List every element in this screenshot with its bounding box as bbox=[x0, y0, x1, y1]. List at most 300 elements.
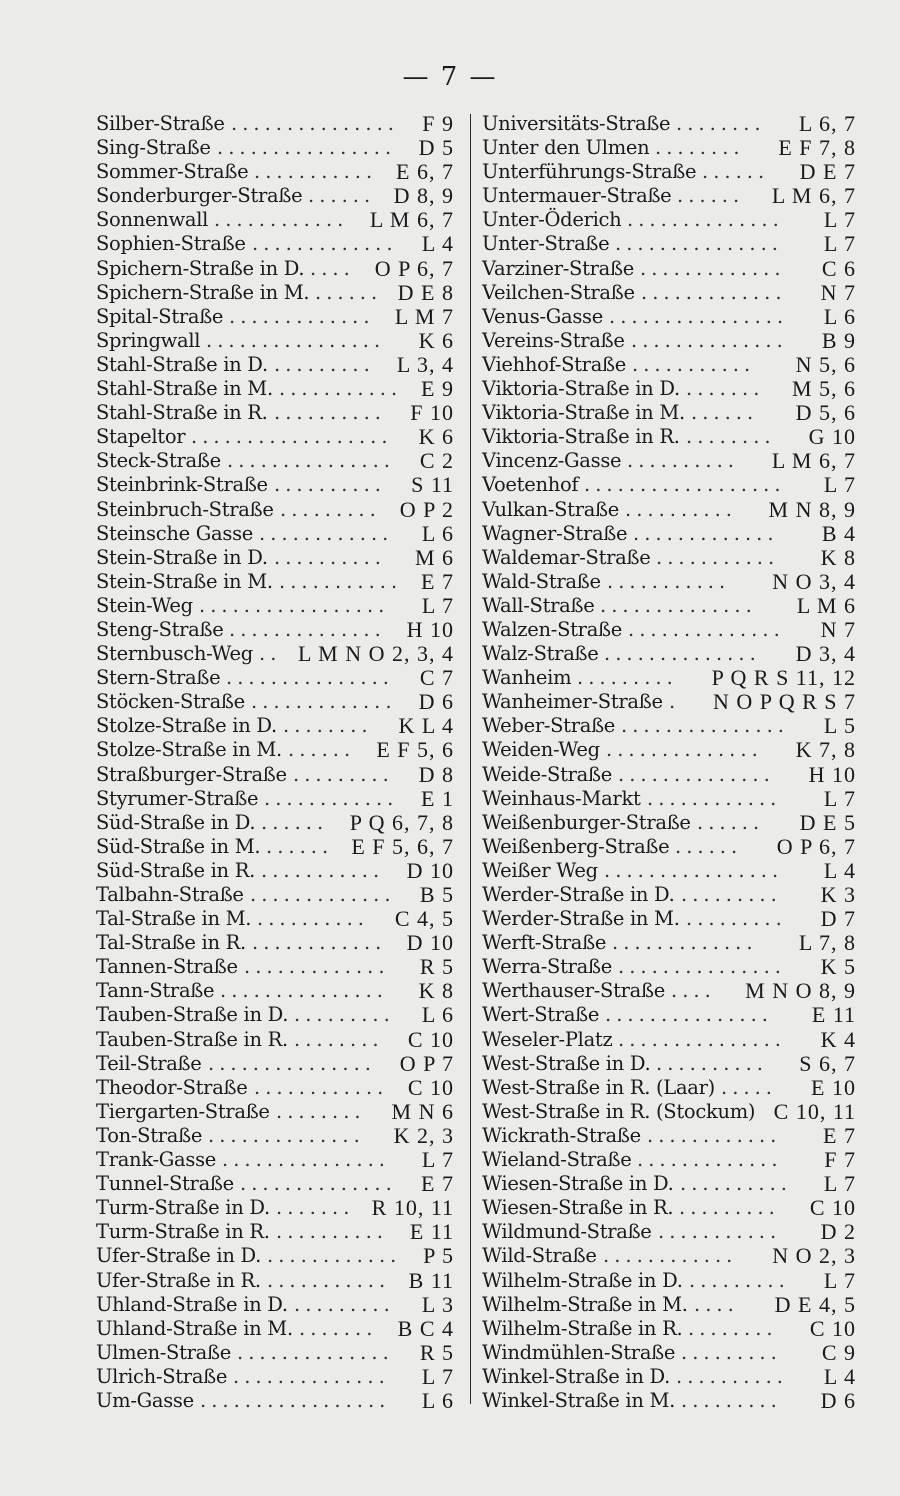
leader-dots: .... bbox=[671, 979, 716, 1003]
grid-reference: L 7, 8 bbox=[798, 930, 856, 956]
grid-reference: M N O 8, 9 bbox=[745, 978, 856, 1004]
street-name: Unter-Straße bbox=[482, 232, 610, 256]
street-name: Wanheim bbox=[482, 666, 572, 690]
index-entry bbox=[482, 448, 856, 474]
leader-dots: ........ bbox=[276, 1099, 366, 1123]
leader-dots: ........... bbox=[658, 1220, 782, 1244]
grid-reference: L 7 bbox=[823, 472, 856, 498]
street-name: Weinhaus-Markt bbox=[482, 786, 641, 810]
index-entry bbox=[482, 1026, 856, 1052]
index-entry bbox=[96, 1076, 458, 1100]
leader-dots: .................. bbox=[191, 425, 393, 449]
street-name: Weißenberg-Straße bbox=[482, 834, 670, 858]
street-name: Viktoria-Straße in M. bbox=[482, 401, 685, 425]
street-name: Wiesen-Straße in R. bbox=[482, 1196, 674, 1220]
index-entry bbox=[96, 811, 458, 835]
grid-reference: B 5 bbox=[419, 882, 454, 907]
leader-dots: ...... bbox=[675, 834, 743, 858]
street-name: Viktoria-Straße in R. bbox=[482, 425, 680, 449]
index-entry bbox=[482, 833, 856, 859]
leader-dots: ................ bbox=[604, 858, 784, 882]
leader-dots: ........... bbox=[267, 1268, 391, 1292]
grid-reference: G 10 bbox=[808, 424, 856, 450]
street-name: Wilhelm-Straße in D. bbox=[482, 1268, 683, 1292]
leader-dots: .. bbox=[259, 642, 282, 666]
street-name: Stöcken-Straße bbox=[96, 690, 245, 714]
street-name: Winkel-Straße in M. bbox=[482, 1388, 676, 1412]
leader-dots: ........ bbox=[688, 1316, 778, 1340]
street-index-left-column bbox=[96, 112, 458, 1413]
leader-dots: ......... bbox=[689, 1268, 790, 1292]
index-entry bbox=[96, 281, 458, 305]
leader-dots: .......... bbox=[627, 449, 739, 473]
index-entry bbox=[96, 618, 458, 642]
index-entry bbox=[96, 979, 458, 1003]
grid-reference: D E 8 bbox=[397, 279, 454, 305]
street-name: Unter-Öderich bbox=[482, 208, 622, 232]
grid-reference: O P 2 bbox=[399, 496, 454, 522]
leader-dots: ................ bbox=[206, 328, 386, 352]
grid-reference: F 7 bbox=[824, 1147, 856, 1173]
grid-reference: K 2, 3 bbox=[393, 1122, 454, 1148]
grid-reference: D 2 bbox=[820, 1219, 856, 1245]
street-name: Waldemar-Straße bbox=[482, 545, 651, 569]
leader-dots: ............. bbox=[633, 521, 779, 545]
index-entry bbox=[482, 1339, 856, 1365]
leader-dots: .......... bbox=[257, 907, 369, 931]
grid-reference: H 10 bbox=[808, 761, 856, 787]
grid-reference: O P 6, 7 bbox=[374, 255, 454, 281]
street-name: Weide-Straße bbox=[482, 762, 612, 786]
grid-reference: L M 6, 7 bbox=[771, 448, 856, 474]
index-entry bbox=[482, 183, 856, 209]
grid-reference: E 10 bbox=[811, 1074, 856, 1100]
street-name: Wert-Straße bbox=[482, 1003, 600, 1027]
index-entry bbox=[482, 135, 856, 161]
index-entry bbox=[96, 498, 458, 522]
grid-reference: C 6 bbox=[821, 255, 856, 281]
index-entry bbox=[96, 473, 458, 497]
leader-dots: ................ bbox=[609, 304, 789, 328]
index-entry bbox=[482, 737, 856, 763]
leader-dots: .......... bbox=[680, 1172, 792, 1196]
index-entry bbox=[482, 568, 856, 594]
index-entry bbox=[482, 616, 856, 642]
street-name: Sing-Straße bbox=[96, 136, 211, 160]
street-name: Wilhelm-Straße in M. bbox=[482, 1292, 688, 1316]
index-entry bbox=[482, 857, 856, 883]
grid-reference: K 6 bbox=[418, 327, 454, 353]
index-entry bbox=[96, 1028, 458, 1052]
index-entry bbox=[482, 1243, 856, 1269]
street-name: Sternbusch-Weg bbox=[96, 642, 253, 666]
leader-dots: ............... bbox=[227, 449, 395, 473]
street-name: Weiden-Weg bbox=[482, 738, 600, 762]
street-name: Süd-Straße in R. bbox=[96, 858, 255, 882]
grid-reference: B 9 bbox=[821, 327, 856, 353]
leader-dots: .............. bbox=[237, 1340, 394, 1364]
grid-reference: P Q R S 11, 12 bbox=[711, 665, 856, 691]
leader-dots: ............... bbox=[615, 232, 783, 256]
street-name: Tunnel-Straße bbox=[96, 1172, 234, 1196]
street-name: Tannen-Straße bbox=[96, 955, 238, 979]
grid-reference: K 3 bbox=[820, 882, 856, 907]
grid-reference: O P 7 bbox=[399, 1050, 454, 1076]
index-entry bbox=[482, 231, 856, 257]
grid-reference: E F 7, 8 bbox=[778, 135, 856, 161]
leader-dots: . bbox=[669, 690, 681, 714]
grid-reference: L 6 bbox=[823, 303, 856, 329]
grid-reference: E 11 bbox=[811, 1002, 856, 1028]
index-entry bbox=[96, 377, 458, 401]
leader-dots: .............. bbox=[604, 642, 761, 666]
leader-dots: ............... bbox=[231, 112, 399, 135]
leader-dots: ......... bbox=[681, 1388, 782, 1412]
index-entry bbox=[482, 1219, 856, 1245]
grid-reference: E 1 bbox=[421, 785, 454, 811]
street-name: Trank-Gasse bbox=[96, 1148, 217, 1172]
index-entry bbox=[482, 1171, 856, 1197]
leader-dots: ............... bbox=[220, 979, 388, 1003]
street-name: Tiergarten-Straße bbox=[96, 1099, 270, 1123]
street-name: Walzen-Straße bbox=[482, 617, 622, 641]
leader-dots: ........... bbox=[279, 569, 403, 593]
index-entry bbox=[96, 1196, 458, 1220]
street-name: Weber-Straße bbox=[482, 714, 616, 738]
leader-dots: ....... bbox=[686, 377, 765, 401]
index-entry bbox=[96, 1124, 458, 1148]
index-entry bbox=[96, 1365, 458, 1389]
grid-reference: L 3, 4 bbox=[396, 351, 454, 377]
street-name: Stern-Straße bbox=[96, 666, 221, 690]
street-name: Uhland-Straße in M. bbox=[96, 1316, 293, 1340]
grid-reference: N O P Q R S 7 bbox=[713, 689, 856, 715]
index-entry bbox=[482, 424, 856, 450]
grid-reference: N 7 bbox=[820, 616, 856, 642]
index-entry bbox=[96, 738, 458, 762]
street-name: Teil-Straße bbox=[96, 1051, 202, 1075]
index-entry bbox=[482, 641, 856, 667]
grid-reference: L M 6, 7 bbox=[771, 183, 856, 209]
grid-reference: L 3 bbox=[421, 1291, 454, 1317]
grid-reference: N O 2, 3 bbox=[772, 1243, 856, 1269]
leader-dots: .............. bbox=[631, 328, 788, 352]
leader-dots: ............. bbox=[229, 304, 375, 328]
index-entry bbox=[482, 785, 856, 811]
leader-dots: ...... bbox=[702, 160, 770, 184]
street-name: Talbahn-Straße bbox=[96, 883, 244, 906]
index-entry bbox=[482, 1050, 856, 1076]
street-name: Süd-Straße in M. bbox=[96, 834, 261, 858]
grid-reference: L 6 bbox=[421, 520, 454, 546]
leader-dots: .......... bbox=[276, 1220, 388, 1244]
street-name: Vulkan-Straße bbox=[482, 497, 620, 521]
index-entry bbox=[96, 112, 458, 136]
index-entry bbox=[482, 1098, 856, 1124]
index-entry bbox=[482, 544, 856, 570]
grid-reference: N 7 bbox=[820, 279, 856, 305]
index-entry bbox=[482, 761, 856, 787]
grid-reference: B C 4 bbox=[397, 1315, 454, 1341]
grid-reference: L M 6 bbox=[796, 592, 856, 618]
leader-dots: .............. bbox=[240, 1172, 397, 1196]
grid-reference: D 3, 4 bbox=[795, 641, 856, 667]
index-entry bbox=[96, 160, 458, 184]
grid-reference: N 5, 6 bbox=[795, 351, 856, 377]
grid-reference: C 10 bbox=[809, 1315, 856, 1341]
index-entry bbox=[96, 955, 458, 979]
index-entry bbox=[482, 279, 856, 305]
street-name: Werft-Straße bbox=[482, 931, 607, 955]
street-name: Stolze-Straße in M. bbox=[96, 738, 282, 762]
grid-reference: D 8 bbox=[418, 761, 454, 787]
grid-reference: P Q 6, 7, 8 bbox=[349, 809, 454, 835]
index-entry bbox=[96, 1003, 458, 1027]
grid-reference: D 8, 9 bbox=[393, 183, 454, 209]
leader-dots: ........... bbox=[607, 569, 731, 593]
street-name: Steinsche Gasse bbox=[96, 521, 254, 545]
index-entry bbox=[96, 1389, 458, 1413]
index-entry bbox=[482, 1147, 856, 1173]
leader-dots: ............... bbox=[618, 955, 786, 979]
index-entry bbox=[96, 570, 458, 594]
grid-reference: R 5 bbox=[419, 1339, 454, 1365]
grid-reference: S 11 bbox=[411, 472, 454, 498]
leader-dots: ............ bbox=[259, 521, 394, 545]
grid-reference: R 5 bbox=[419, 954, 454, 980]
index-entry bbox=[96, 1100, 458, 1124]
street-name: Weseler-Platz bbox=[482, 1027, 613, 1051]
grid-reference: L M N O 2, 3, 4 bbox=[298, 641, 454, 667]
street-name: Wagner-Straße bbox=[482, 521, 628, 545]
street-name: Universitäts-Straße bbox=[482, 112, 671, 135]
index-entry bbox=[96, 714, 458, 738]
leader-dots: ......... bbox=[686, 907, 787, 931]
grid-reference: K L 4 bbox=[398, 713, 454, 739]
column-divider bbox=[470, 114, 471, 1404]
leader-dots: ....... bbox=[299, 1316, 378, 1340]
street-name: Vereins-Straße bbox=[482, 328, 625, 352]
index-entry bbox=[96, 787, 458, 811]
index-entry bbox=[482, 809, 856, 835]
street-name: Venus-Gasse bbox=[482, 304, 604, 328]
grid-reference: C 10 bbox=[809, 1195, 856, 1221]
index-entry bbox=[96, 1341, 458, 1365]
leader-dots: ........ bbox=[655, 136, 745, 160]
grid-reference: S 6, 7 bbox=[799, 1050, 856, 1076]
grid-reference: D 5, 6 bbox=[795, 400, 856, 426]
grid-reference: L 7 bbox=[823, 231, 856, 257]
index-entry bbox=[482, 713, 856, 739]
leader-dots: ......... bbox=[577, 666, 678, 690]
street-name: Stolze-Straße in D. bbox=[96, 714, 277, 738]
leader-dots: ............. bbox=[244, 955, 390, 979]
index-entry bbox=[96, 353, 458, 377]
leader-dots: ............. bbox=[251, 690, 397, 714]
index-entry bbox=[96, 666, 458, 690]
street-name: West-Straße in D. bbox=[482, 1051, 651, 1075]
grid-reference: H 10 bbox=[406, 616, 454, 642]
grid-reference: M N 8, 9 bbox=[768, 496, 856, 522]
street-name: Wall-Straße bbox=[482, 593, 595, 617]
street-name: Spital-Straße bbox=[96, 304, 224, 328]
leader-dots: ............... bbox=[618, 1027, 786, 1051]
leader-dots: .... bbox=[694, 1292, 739, 1316]
leader-dots: ............. bbox=[250, 883, 396, 906]
street-name: West-Straße in R. (Stockum) bbox=[482, 1099, 756, 1123]
grid-reference: L 6 bbox=[421, 1002, 454, 1028]
leader-dots: ...... bbox=[697, 810, 765, 834]
index-entry bbox=[96, 1148, 458, 1172]
leader-dots: ...... bbox=[266, 834, 334, 858]
leader-dots: ............. bbox=[641, 280, 787, 304]
grid-reference: K 5 bbox=[820, 954, 856, 980]
grid-reference: R 10, 11 bbox=[371, 1195, 454, 1221]
index-entry bbox=[482, 689, 856, 715]
index-entry bbox=[96, 594, 458, 618]
street-name: Ton-Straße bbox=[96, 1123, 203, 1147]
street-name: Walz-Straße bbox=[482, 642, 599, 666]
leader-dots: ........... bbox=[632, 352, 756, 376]
grid-reference: L 7 bbox=[823, 1171, 856, 1197]
leader-dots: ........... bbox=[656, 545, 780, 569]
index-entry bbox=[96, 690, 458, 714]
index-entry bbox=[96, 305, 458, 329]
street-index-right-column bbox=[482, 111, 856, 1413]
grid-reference: D E 5 bbox=[799, 809, 856, 835]
leader-dots: ......... bbox=[280, 497, 381, 521]
index-entry bbox=[96, 425, 458, 449]
street-name: Unter den Ulmen bbox=[482, 136, 650, 160]
street-name: Voetenhof bbox=[482, 473, 579, 497]
grid-reference: E 6, 7 bbox=[396, 159, 454, 185]
index-entry bbox=[482, 930, 856, 956]
leader-dots: ......... bbox=[679, 1196, 780, 1220]
street-name: Steck-Straße bbox=[96, 449, 221, 473]
grid-reference: E 7 bbox=[421, 568, 454, 594]
grid-reference: F 10 bbox=[410, 400, 454, 426]
grid-reference: M 5, 6 bbox=[791, 376, 856, 402]
street-name: Varziner-Straße bbox=[482, 256, 634, 280]
leader-dots: .......... bbox=[274, 545, 386, 569]
leader-dots: ............ bbox=[214, 208, 349, 232]
grid-reference: M 6 bbox=[414, 544, 454, 570]
street-name: Ufer-Straße in D. bbox=[96, 1244, 262, 1268]
grid-reference: E 7 bbox=[421, 1171, 454, 1197]
index-entry bbox=[482, 496, 856, 522]
grid-reference: L M 7 bbox=[394, 303, 454, 329]
leader-dots: .................. bbox=[584, 473, 786, 497]
leader-dots: ................ bbox=[217, 136, 397, 160]
street-name: Unterführungs-Straße bbox=[482, 160, 697, 184]
street-name: Tal-Straße in M. bbox=[96, 907, 252, 931]
grid-reference: P 5 bbox=[423, 1243, 454, 1269]
index-entry bbox=[96, 522, 458, 546]
index-entry bbox=[96, 136, 458, 160]
street-name: Stahl-Straße in R. bbox=[96, 401, 268, 425]
grid-reference: K 4 bbox=[820, 1026, 856, 1052]
grid-reference: L 7 bbox=[421, 1147, 454, 1173]
leader-dots: ............ bbox=[647, 786, 782, 810]
leader-dots: ...... bbox=[677, 184, 745, 208]
leader-dots: .......... bbox=[676, 1364, 788, 1388]
index-entry bbox=[96, 208, 458, 232]
leader-dots: ............. bbox=[252, 232, 398, 256]
street-name: Wald-Straße bbox=[482, 569, 601, 593]
index-entry bbox=[482, 882, 856, 907]
index-entry bbox=[96, 1052, 458, 1076]
index-entry bbox=[96, 401, 458, 425]
leader-dots: ...... bbox=[315, 280, 383, 304]
grid-reference: K 6 bbox=[418, 424, 454, 450]
index-entry bbox=[96, 642, 458, 666]
grid-reference: D 6 bbox=[418, 689, 454, 715]
index-entry bbox=[96, 1317, 458, 1341]
leader-dots: ............. bbox=[637, 1148, 783, 1172]
grid-reference: L 7 bbox=[823, 1267, 856, 1293]
street-name: Winkel-Straße in D. bbox=[482, 1364, 671, 1388]
grid-reference: C 2 bbox=[419, 448, 454, 474]
street-name: Ulmen-Straße bbox=[96, 1340, 231, 1364]
street-name: Wickrath-Straße bbox=[482, 1123, 641, 1147]
street-name: Styrumer-Straße bbox=[96, 786, 259, 810]
grid-reference: L 4 bbox=[823, 857, 856, 883]
leader-dots: ............ bbox=[254, 1075, 389, 1099]
grid-reference: K 8 bbox=[820, 544, 856, 570]
street-name: Uhland-Straße in D. bbox=[96, 1292, 288, 1316]
street-name: Ulrich-Straße bbox=[96, 1364, 228, 1388]
grid-reference: L 5 bbox=[823, 713, 856, 739]
index-entry bbox=[96, 257, 458, 281]
leader-dots: ........... bbox=[279, 377, 403, 401]
grid-reference: E 9 bbox=[421, 376, 454, 402]
leader-dots: ............... bbox=[605, 1003, 773, 1027]
street-name: West-Straße in R. (Laar) bbox=[482, 1075, 715, 1099]
grid-reference: D 6 bbox=[820, 1387, 856, 1413]
index-entry bbox=[482, 111, 856, 136]
leader-dots: ............ bbox=[264, 786, 399, 810]
grid-reference: C 10 bbox=[407, 1074, 454, 1100]
street-name: Steinbruch-Straße bbox=[96, 497, 274, 521]
street-name: Springwall bbox=[96, 328, 201, 352]
grid-reference: D E 4, 5 bbox=[774, 1291, 856, 1317]
leader-dots: ................. bbox=[200, 1388, 391, 1412]
index-entry bbox=[482, 472, 856, 498]
index-entry bbox=[96, 184, 458, 208]
street-name: Stapeltor bbox=[96, 425, 186, 449]
index-entry bbox=[96, 859, 458, 883]
street-name: Sonderburger-Straße bbox=[96, 184, 303, 208]
leader-dots: ........ bbox=[676, 112, 766, 135]
street-name: Wanheimer-Straße bbox=[482, 690, 663, 714]
grid-reference: B 4 bbox=[821, 520, 856, 546]
street-name: Spichern-Straße in M. bbox=[96, 280, 310, 304]
grid-reference: E 11 bbox=[409, 1219, 454, 1245]
leader-dots: ......... bbox=[681, 883, 782, 906]
grid-reference: K 8 bbox=[418, 978, 454, 1004]
index-entry bbox=[482, 1291, 856, 1317]
leader-dots: ......... bbox=[274, 352, 375, 376]
index-entry bbox=[482, 1002, 856, 1028]
street-name: Tann-Straße bbox=[96, 979, 215, 1003]
grid-reference: O P 6, 7 bbox=[776, 833, 856, 859]
leader-dots: ............... bbox=[621, 714, 789, 738]
leader-dots: .............. bbox=[606, 738, 763, 762]
leader-dots: ............ bbox=[603, 1244, 738, 1268]
grid-reference: C 9 bbox=[821, 1339, 856, 1365]
index-entry bbox=[96, 232, 458, 256]
grid-reference: L 7 bbox=[823, 207, 856, 233]
